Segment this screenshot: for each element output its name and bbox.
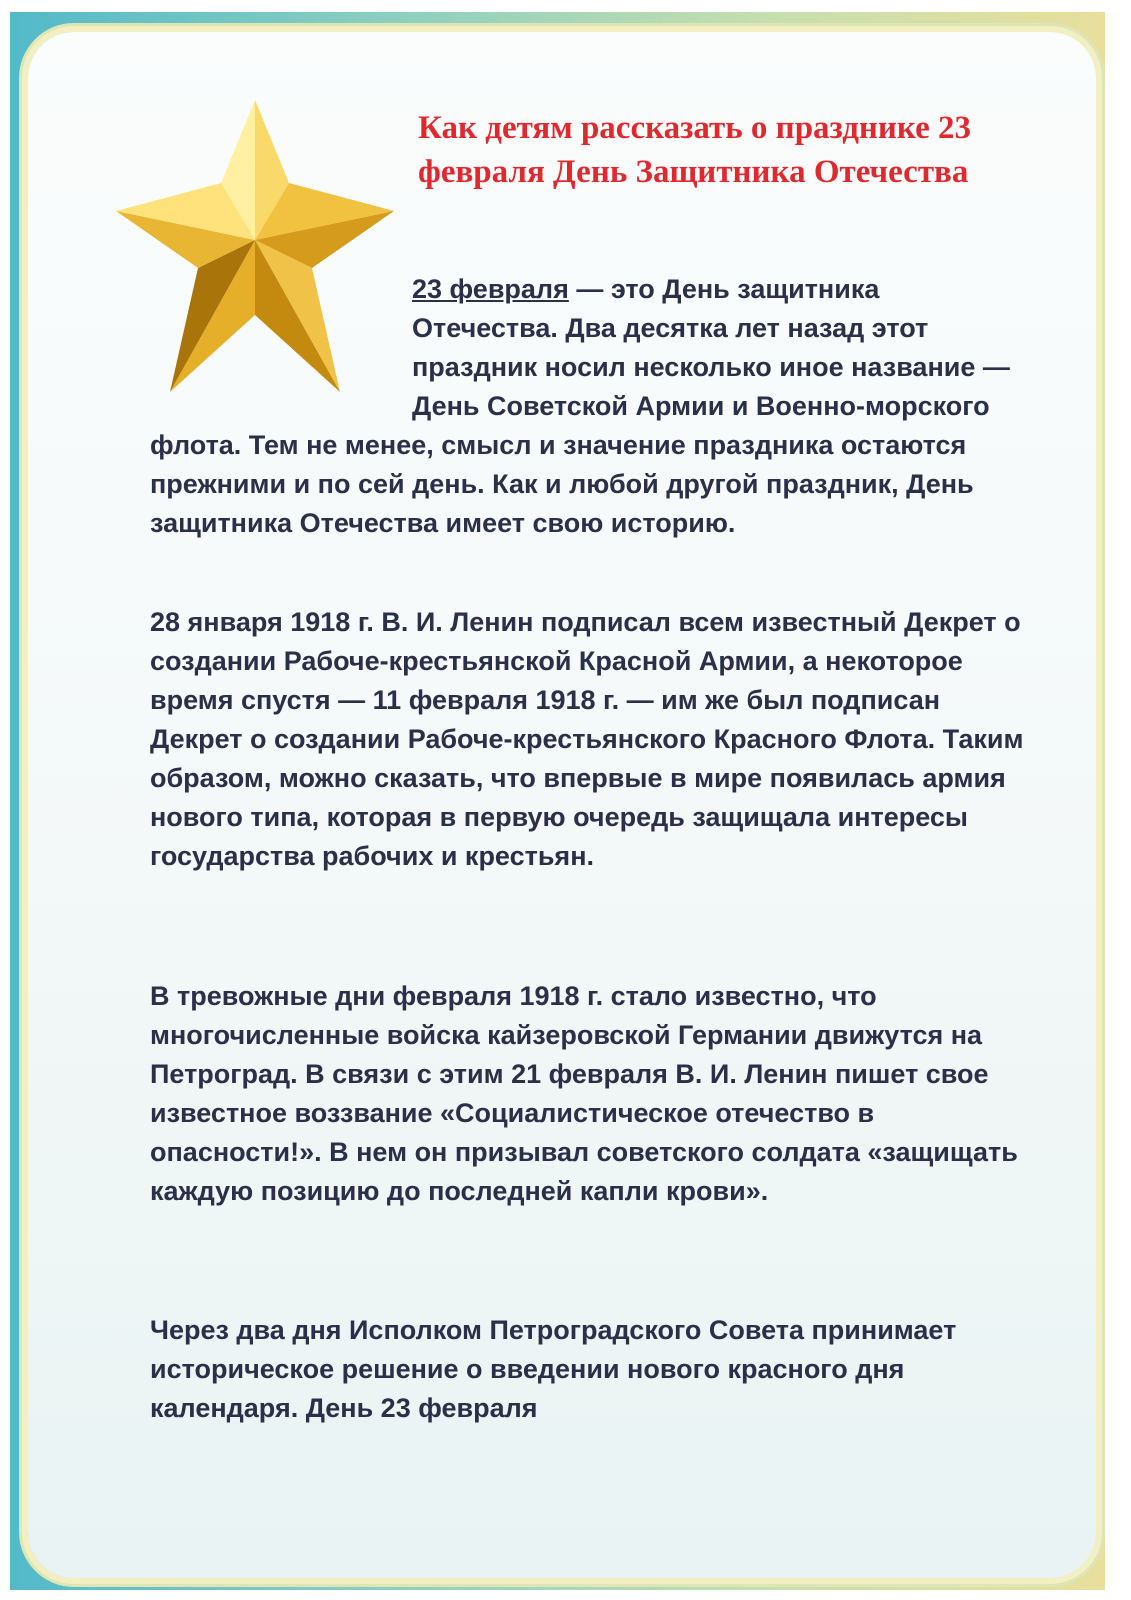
intro-text: — это День защитника Отечества. Два десятка лет назад этот праздник носил несколько иное название — День Советской Армии и Военно-морского флота. Тем не менее, смысл и значение праздника остаются прежними и по сей день. Как и любой другой праздник, День защитника Отечества имеет свою историю. — [150, 274, 1010, 538]
paragraph-calendar: Через два дня Исполком Петроградского Совета принимает историческое решение о введении нового красного дня календаря. День 23 февраля — [150, 1315, 957, 1423]
intro-date-link: 23 февраля — [412, 274, 569, 304]
star-wrap-spacer — [150, 270, 412, 426]
article-title: Как детям рассказать о празднике 23 февраля День Защитника Отечества — [418, 110, 972, 190]
paragraph-decree: 28 января 1918 г. В. И. Ленин подписал всем известный Декрет о создании Рабоче-крестьянской Красной Армии, а некоторое время спустя — 11 февраля 1918 г. — им же был подписан Декрет о создании Рабоче-крестьянского Красного Флота. Таким образом, можно сказать, что впервые в мире появилась армия нового типа, которая в первую очередь защищала интересы государства рабочих и крестьян. — [150, 607, 1024, 871]
paragraph-intro — [150, 270, 1030, 543]
paragraph-february: В тревожные дни февраля 1918 г. стало известно, что многочисленные войска кайзеровской Германии движутся на Петроград. В связи с этим 21 февраля В. И. Ленин пишет свое известное воззвание «Социалистическое отечество в опасности!». В нем он призывал советского солдата «защищать каждую позицию до последней капли крови». — [150, 981, 1018, 1206]
